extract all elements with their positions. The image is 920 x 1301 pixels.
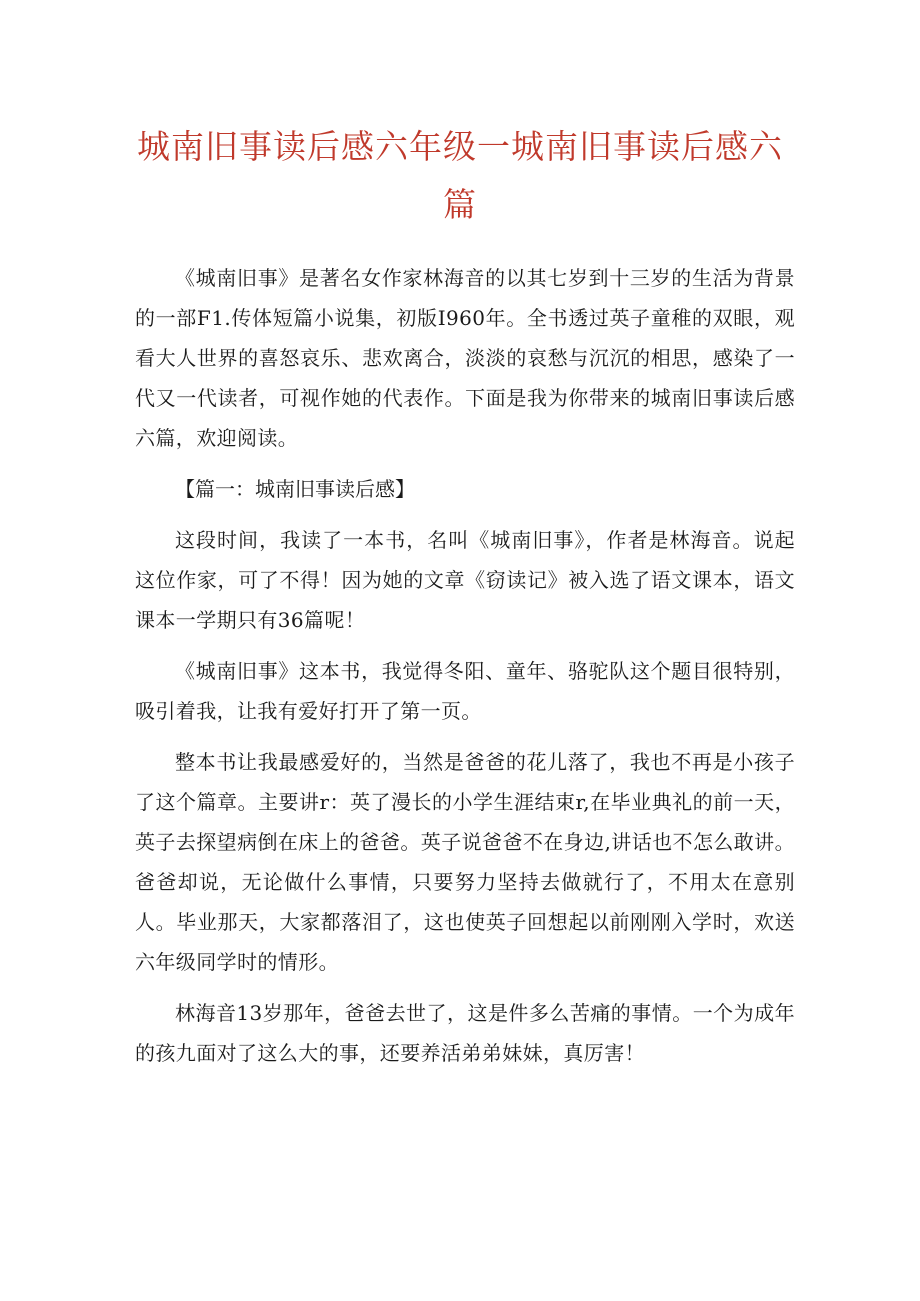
document-title: 城南旧事读后感六年级一城南旧事读后感六篇 xyxy=(137,127,783,224)
intro-paragraph: 《城南旧事》是著名女作家林海音的以其七岁到十三岁的生活为背景的一部F1.传体短篇小说集，初版I960年。全书透过英子童稚的双眼，观看大人世界的喜怒哀乐、悲欢离合，淡淡的哀愁与沉沉的相思，感染了一代又一代读者，可视作她的代表作。下面是我为你带来的城南旧事读后感六篇，欢迎阅读。 xyxy=(135,266,795,450)
body-paragraph: 《城南旧事》这本书，我觉得冬阳、童年、骆驼队这个题目很特别，吸引着我，让我有爱好打开了第一页。 xyxy=(135,659,795,723)
body-paragraph: 整本书让我最感爱好的，当然是爸爸的花儿落了，我也不再是小孩子了这个篇章。主要讲r：英了漫长的小学生涯结束r,在毕业典礼的前一天，英子去探望病倒在床上的爸爸。英子说爸爸不在身边,讲话也不怎么敢讲。爸爸却说，无论做什么事情，只要努力坚持去做就行了，不用太在意别人。毕业那天，大家都落泪了，这也使英子回想起以前刚刚入学时，欢送六年级同学时的情形。 xyxy=(135,750,795,974)
body-paragraph: 林海音13岁那年，爸爸去世了，这是件多么苦痛的事情。一个为成年的孩九面对了这么大的事，还要养活弟弟妹妹，真厉害！ xyxy=(135,1001,795,1065)
document-body xyxy=(135,258,795,1084)
body-paragraph: 这段时间，我读了一本书，名叫《城南旧事》，作者是林海音。说起这位作家，可了不得！因为她的文章《窃读记》被入选了语文课本，语文课本一学期只有36篇呢！ xyxy=(135,528,795,632)
section-heading: 【篇一：城南旧事读后感】 xyxy=(175,477,415,501)
